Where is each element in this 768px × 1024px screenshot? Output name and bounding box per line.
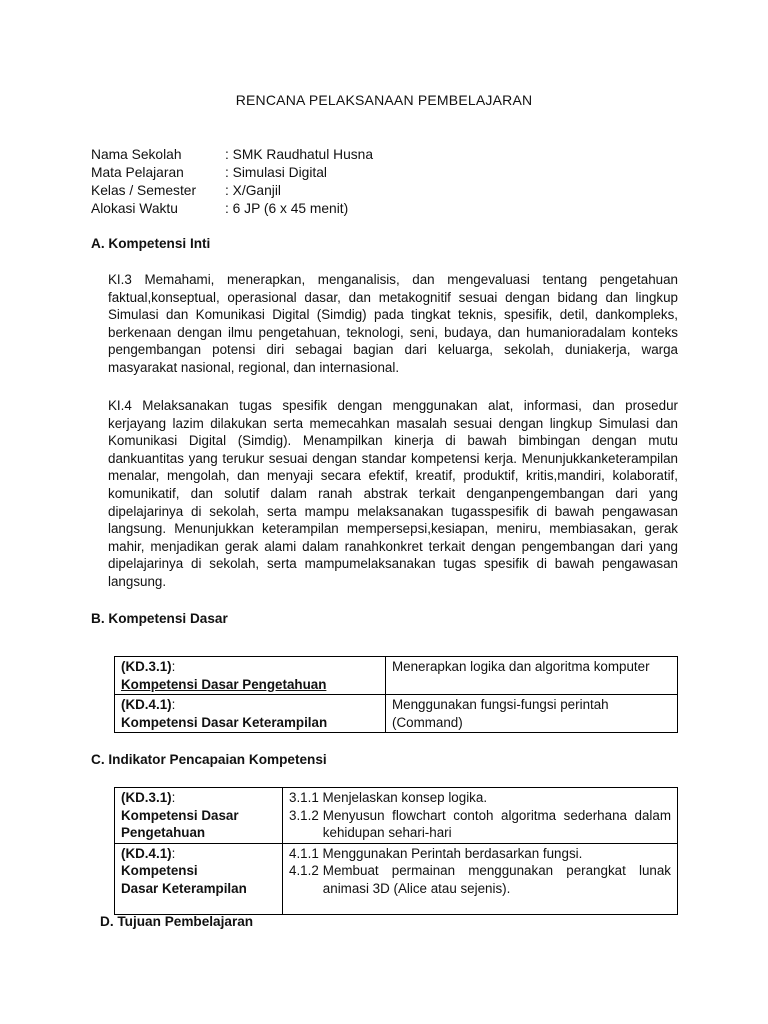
indicator-item xyxy=(289,789,671,807)
info-value: : X/Ganjil xyxy=(225,183,281,198)
kd-label: Kompetensi xyxy=(121,863,198,878)
school-info xyxy=(91,146,373,218)
kd-desc: Menerapkan logika dan algoritma komputer xyxy=(386,657,678,695)
kd-colon: : xyxy=(171,697,176,712)
kd-code: (KD.3.1) xyxy=(121,790,172,805)
kd-colon: : xyxy=(171,790,176,805)
section-c-heading: C. Indikator Pencapaian Kompetensi xyxy=(91,752,327,767)
indicator-item xyxy=(289,845,671,863)
kd-code-line xyxy=(121,696,379,714)
info-label: Mata Pelajaran xyxy=(91,165,184,180)
kd-code-line xyxy=(121,789,276,807)
info-value: : SMK Raudhatul Husna xyxy=(225,147,374,162)
info-row xyxy=(91,200,373,218)
info-row xyxy=(91,164,373,182)
section-a-heading: A. Kompetensi Inti xyxy=(91,236,211,251)
page-title: RENCANA PELAKSANAAN PEMBELAJARAN xyxy=(235,92,533,108)
indicator-list-cell xyxy=(283,788,678,844)
kd-colon: : xyxy=(171,845,176,861)
table-row xyxy=(115,695,678,733)
kd-label: Kompetensi Dasar Keterampilan xyxy=(121,714,328,730)
section-d-heading: D. Tujuan Pembelajaran xyxy=(100,914,254,929)
table-row xyxy=(115,843,678,914)
indicator-num: 3.1.1 xyxy=(289,790,319,805)
ki4-paragraph: KI.4 Melaksanakan tugas spesifik dengan menggunakan alat, informasi, dan prosedur kerjayang lazim dilakukan serta memecahkan masalah sesuai dengan lingkup Simulasi dan Komunikasi Digital (Simdig). Menampilkan kinerja di bawah bimbingan dengan mutu dankuantitas yang terukur sesuai dengan standar kompetensi kerja. Menunjukkanketerampilan menalar, mengolah, dan menyaji secara efektif, kreatif, produktif, kritis,mandiri, kolaboratif, komunikatif, dan solutif dalam ranah abstrak terkait denganpengembangan dari yang dipelajarinya di sekolah, serta mampu melaksanakan tugasspesifik di bawah pengawasan langsung. Menunjukkan keterampilan mempersepsi,kesiapan, meniru, membiasakan, gerak mahir, menjadikan gerak alami dalam ranahkonkret terkait dengan pengembangan dari yang dipelajarinya di sekolah, serta mampumelaksanakan tugas spesifik di bawah pengawasan langsung. xyxy=(108,398,678,589)
kd-label-line xyxy=(121,714,379,732)
kd-code-line xyxy=(121,658,379,676)
indicator-text: Menyusun flowchart contoh algoritma sederhana dalam kehidupan sehari-hari xyxy=(322,807,671,840)
info-row xyxy=(91,146,373,164)
indicator-text: Menggunakan Perintah berdasarkan fungsi. xyxy=(322,845,583,861)
kd-code: (KD.4.1) xyxy=(121,697,172,712)
indicator-text: Menjelaskan konsep logika. xyxy=(322,790,488,805)
kd-label-line xyxy=(121,676,379,694)
kd-label: Dasar Keterampilan xyxy=(121,880,247,896)
indicator-table xyxy=(114,787,678,915)
info-label: Alokasi Waktu xyxy=(91,201,178,216)
kd-colon: : xyxy=(171,659,176,674)
kd-cell xyxy=(115,695,386,733)
info-value: : 6 JP (6 x 45 menit) xyxy=(225,201,349,216)
info-label: Nama Sekolah xyxy=(91,147,182,162)
table-row xyxy=(115,657,678,695)
info-label: Kelas / Semester xyxy=(91,183,197,198)
kd-label: Kompetensi Dasar xyxy=(121,807,239,823)
info-row xyxy=(91,182,373,200)
indicator-num: 4.1.1 xyxy=(289,845,319,861)
kd-code-line xyxy=(121,845,276,863)
kd-code: (KD.4.1) xyxy=(121,845,172,861)
indicator-kd-cell xyxy=(115,788,283,844)
kd-label: Kompetensi Dasar Pengetahuan xyxy=(121,676,327,692)
kd-table xyxy=(114,656,678,733)
kd-code: (KD.3.1) xyxy=(121,659,172,674)
indicator-kd-cell xyxy=(115,843,283,914)
indicator-item xyxy=(289,862,671,897)
indicator-item xyxy=(289,807,671,842)
kd-desc: Menggunakan fungsi-fungsi perintah (Command) xyxy=(386,695,678,733)
section-b-heading: B. Kompetensi Dasar xyxy=(91,611,228,626)
ki3-paragraph: KI.3 Memahami, menerapkan, menganalisis, dan mengevaluasi tentang pengetahuan faktual,konseptual, operasional dasar, dan metakognitif sesuai dengan bidang dan lingkup Simulasi dan Komunikasi Digital (Simdig) pada tingkat teknis, spesifik, detil, dankompleks, berkenaan dengan ilmu pengetahuan, teknologi, seni, budaya, dan humanioradalam konteks pengembangan potensi diri sebagai bagian dari keluarga, sekolah, duniakerja, warga masyarakat nasional, regional, dan internasional. xyxy=(108,272,678,375)
indicator-list-cell xyxy=(283,843,678,914)
kd-cell xyxy=(115,657,386,695)
table-row xyxy=(115,788,678,844)
indicator-num: 4.1.2 xyxy=(289,863,319,878)
indicator-num: 3.1.2 xyxy=(289,807,319,823)
info-value: : Simulasi Digital xyxy=(225,165,327,180)
indicator-text: Membuat permainan menggunakan perangkat lunak animasi 3D (Alice atau sejenis). xyxy=(322,863,671,896)
kd-label: Pengetahuan xyxy=(121,825,206,840)
